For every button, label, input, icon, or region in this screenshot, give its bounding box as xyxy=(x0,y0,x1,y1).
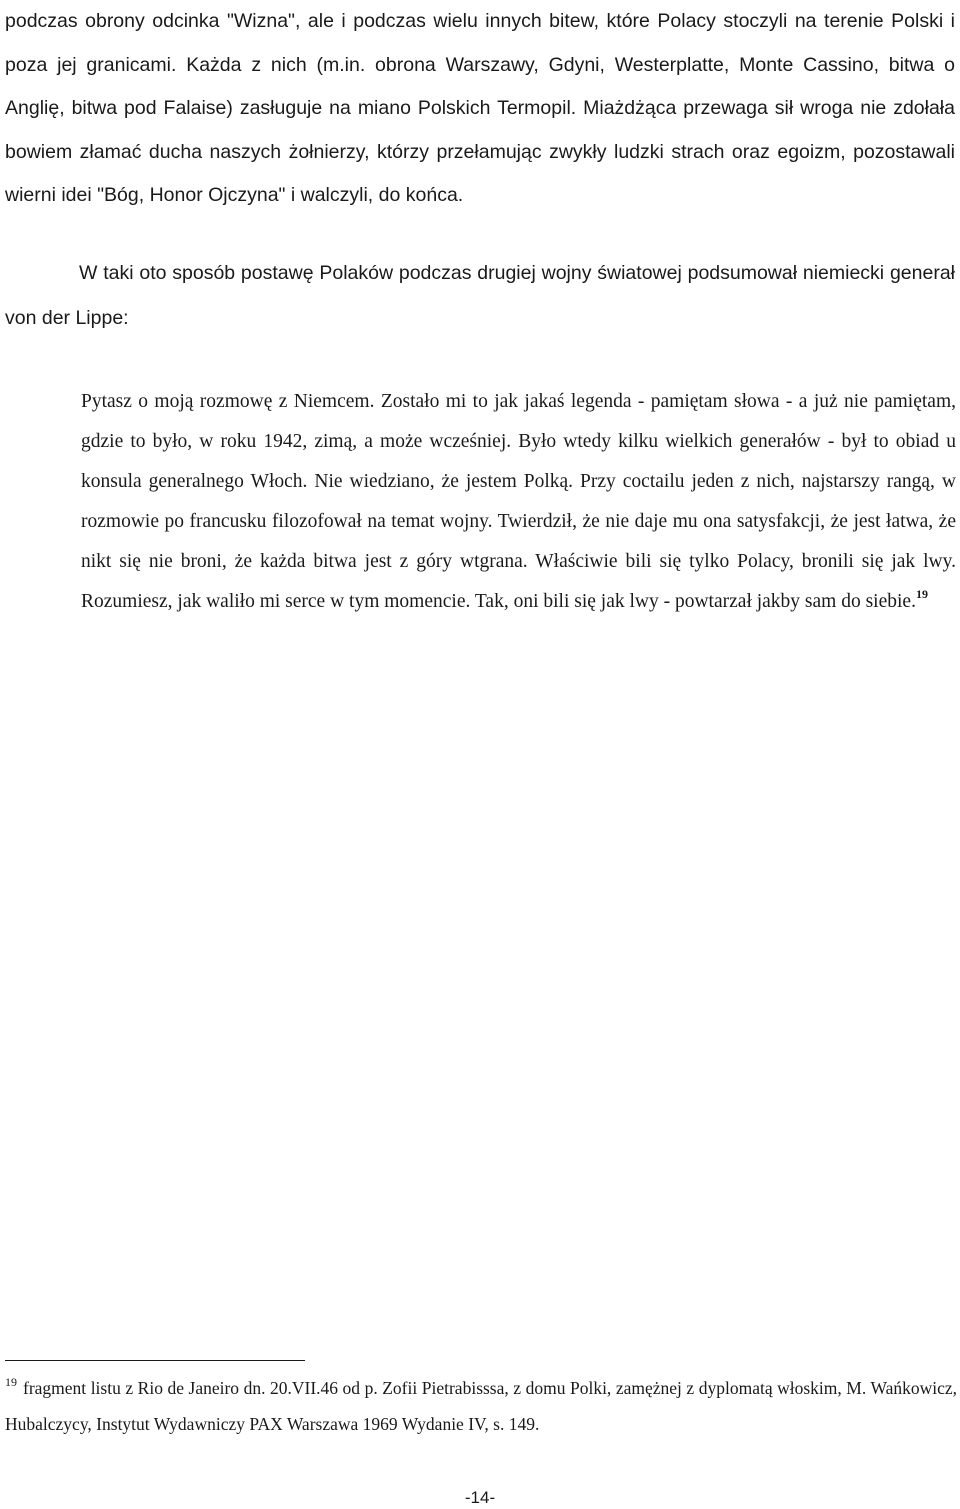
footnote xyxy=(5,1370,957,1442)
footnote-number: 19 xyxy=(5,1375,17,1389)
body-paragraph-intro-quote: W taki oto sposób postawę Polaków podczas drugiej wojny światowej podsumował niemiecki generał von der Lippe: xyxy=(5,262,955,329)
page-number: -14- xyxy=(464,1488,496,1507)
footnote-reference[interactable]: 19 xyxy=(915,587,928,601)
footnote-text: fragment listu z Rio de Janeiro dn. 20.VII.46 od p. Zofii Pietrabisssa, z domu Polki, zamężnej z dyplomatą włoskim, M. Wańkowicz, Hubalczycy, Instytut Wydawniczy PAX Warszawa 1969 Wydanie IV, s. 149. xyxy=(5,1378,957,1434)
body-paragraph-main: podczas obrony odcinka "Wizna", ale i podczas wielu innych bitew, które Polacy stoczyli na terenie Polski i poza jej granicami. Każda z nich (m.in. obrona Warszawy, Gdyni, Westerplatte, Monte Cassino, bitwa o Anglię, bitwa pod Falaise) zasługuje na miano Polskich Termopil. Miażdżąca przewaga sił wroga nie zdołała bowiem złamać ducha naszych żołnierzy, którzy przełamując zwykły ludzki strach oraz egoizm, pozostawali wierni idei "Bóg, Honor Ojczyna" i walczyli, do końca. xyxy=(5,10,955,207)
block-quote xyxy=(81,382,956,622)
footnote-separator xyxy=(5,1360,305,1361)
quote-text: Pytasz o moją rozmowę z Niemcem. Zostało mi to jak jakaś legenda - pamiętam słowa - a już nie pamiętam, gdzie to było, w roku 1942, zimą, a może wcześniej. Było wtedy kilku wielkich generałów - był to obiad u konsula generalnego Włoch. Nie wiedziano, że jestem Polką. Przy coctailu jeden z nich, najstarszy rangą, w rozmowie po francusku filozofował na temat wojny. Twierdził, że nie daje mu ona satysfakcji, że jest łatwa, że nikt się nie broni, że każda bitwa jest z góry wtgrana. Właściwie bili się tylko Polacy, bronili się jak lwy. Rozumiesz, jak waliło mi serce w tym momencie. Tak, oni bili się jak lwy - powtarzał jakby sam do siebie. xyxy=(81,391,956,612)
